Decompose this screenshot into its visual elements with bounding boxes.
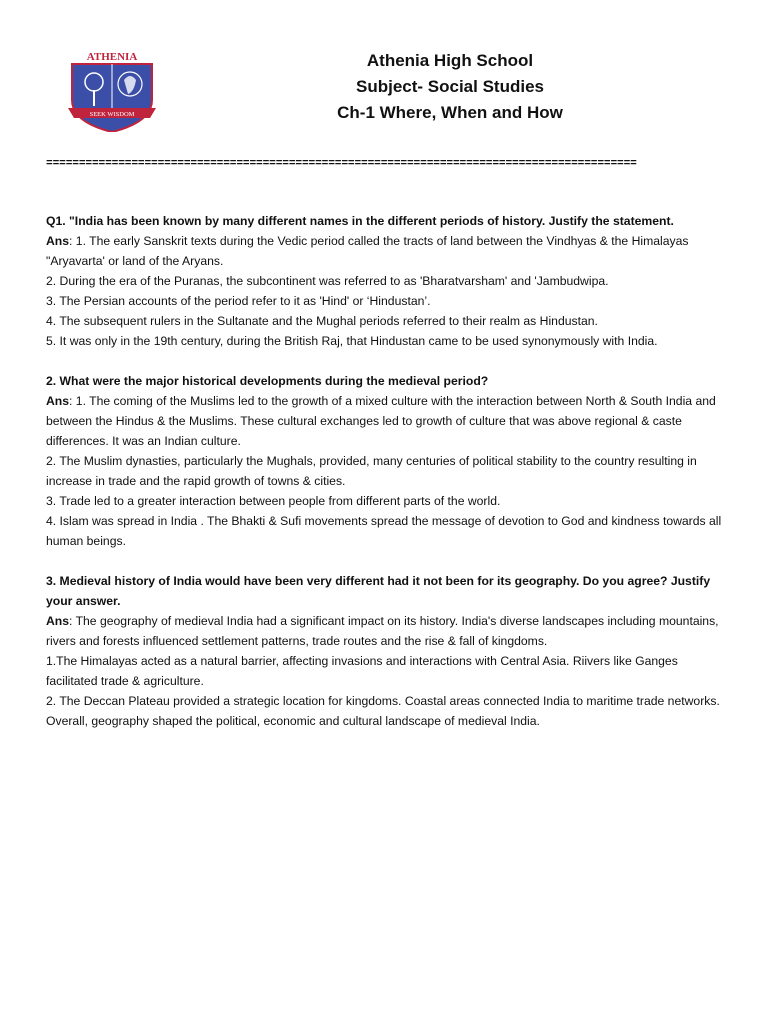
answer-line: 3. The Persian accounts of the period refer to it as 'Hind' or ‘Hindustan’. [46,294,431,308]
question-1: Q1. "India has been known by many different names in the different periods of history. Justify the statement. [46,214,674,228]
ans-label: Ans [46,234,70,248]
answer-line: 1.The Himalayas acted as a natural barrier, affecting invasions and interactions with Central Asia. Riivers like Ganges facilitated trade & agriculture. [46,654,678,688]
answer-line: 5. It was only in the 19th century, during the British Raj, that Hindustan came to be used synonymously with India. [46,334,658,348]
subject-title: Subject- Social Studies [356,77,544,96]
answer-line: 2. During the era of the Puranas, the subcontinent was referred to as 'Bharatvarsham' and 'Jambudwipa. [46,274,609,288]
answer-line: 3. Trade led to a greater interaction between people from different parts of the world. [46,494,501,508]
qa-block-2 [46,371,730,551]
question-2: 2. What were the major historical developments during the medieval period? [46,374,489,388]
qa-content [46,211,730,751]
logo-text: ATHENIA [86,51,138,63]
question-3: 3. Medieval history of India would have been very different had it not been for its geography. Do you agree? Justify your answer. [46,574,711,608]
answer-line: 4. Islam was spread in India . The Bhakti & Sufi movements spread the message of devotion to God and kindness towards all human beings. [46,514,722,548]
answer-line: : The geography of medieval India had a significant impact on its history. India's diverse landscapes including mountains, rivers and forests influenced settlement patterns, trade routes and the rise & fall of kingdoms. [46,614,719,648]
answer-line: 4. The subsequent rulers in the Sultanate and the Mughal periods referred to their realm as Hindustan. [46,314,598,328]
answer-line: 2. The Deccan Plateau provided a strategic location for kingdoms. Coastal areas connected India to maritime trade networks. Overall, geography shaped the political, economic and cultural landscape of medieval India. [46,694,720,728]
ans-label: Ans [46,394,70,408]
answer-line: : 1. The early Sanskrit texts during the Vedic period called the tracts of land between the Vindhyas & the Himalayas "Aryavarta' or land of the Aryans. [46,234,689,268]
answer-line: : 1. The coming of the Muslims led to the growth of a mixed culture with the interaction between North & South India and between the Hindus & the Muslims. These cultural exchanges led to growth of culture that was above regional & caste differences. It was an Indian culture. [46,394,716,448]
school-logo [64,50,160,132]
answer-1 [46,231,730,351]
qa-block-3 [46,571,730,731]
qa-block-1 [46,211,730,351]
answer-2 [46,391,730,551]
chapter-title: Ch-1 Where, When and How [337,103,563,122]
logo-motto: SEEK WISDOM [89,111,135,118]
document-header [300,48,600,126]
ans-label: Ans [46,614,70,628]
separator-line: ========================================================================================== [46,158,637,170]
answer-line: 2. The Muslim dynasties, particularly the Mughals, provided, many centuries of political stability to the country resulting in increase in trade and the rapid growth of towns & cities. [46,454,697,488]
answer-3 [46,611,730,731]
school-name: Athenia High School [366,51,534,70]
